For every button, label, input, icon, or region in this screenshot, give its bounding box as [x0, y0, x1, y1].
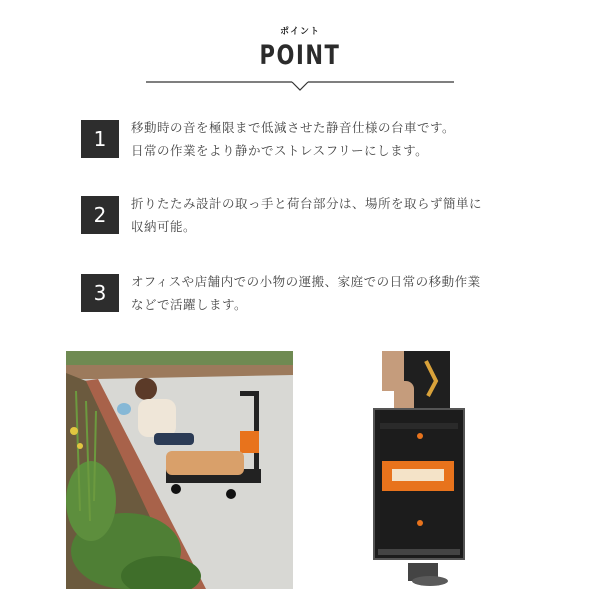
point-line: 移動時の音を極限まで低減させた静音仕様の台車です。	[131, 120, 456, 135]
point-line: などで活躍します。	[131, 297, 248, 312]
point-title: POINT	[259, 40, 341, 71]
garden-cart-photo	[66, 351, 293, 589]
point-item-2	[81, 192, 541, 242]
point-line: 折りたたみ設計の取っ手と荷台部分は、場所を取らず簡単に	[131, 196, 483, 211]
point-line: 日常の作業をより静かでストレスフリーにします。	[131, 143, 429, 158]
point-description	[131, 270, 541, 316]
point-description	[131, 116, 541, 162]
point-item-3	[81, 270, 541, 320]
point-kana-label: ポイント	[279, 27, 320, 37]
point-number-badge: 3	[81, 274, 119, 312]
point-number-badge: 1	[81, 120, 119, 158]
point-line: 収納可能。	[131, 219, 197, 234]
point-line: オフィスや店舗内での小物の運搬、家庭での日常の移動作業	[131, 274, 481, 289]
point-header	[0, 0, 600, 100]
point-item-1	[81, 116, 541, 166]
title-divider	[146, 76, 456, 96]
point-description	[131, 192, 541, 238]
point-number-badge: 2	[81, 196, 119, 234]
folded-cart-photo	[368, 351, 468, 589]
